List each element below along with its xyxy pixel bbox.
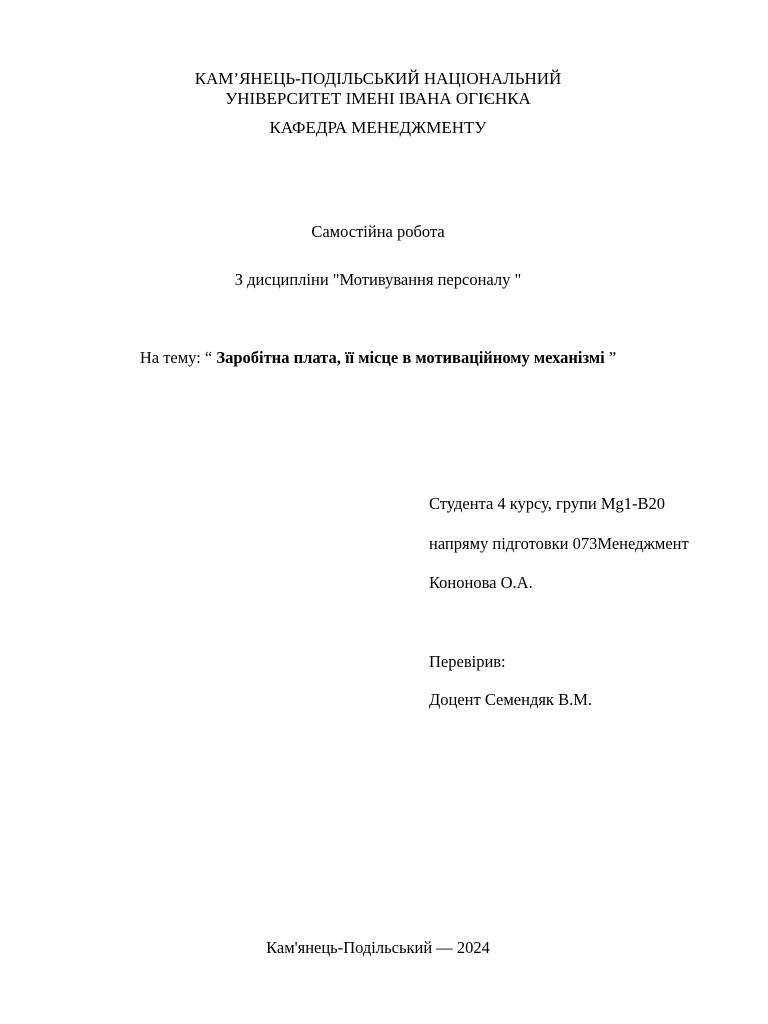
- city-year: Кам'янець-Подільський — 2024: [266, 938, 490, 957]
- student-direction: напряму підготовки 073Менеджмент: [429, 534, 689, 553]
- university-name-line2: УНІВЕРСИТЕТ ІМЕНІ ІВАНА ОГІЄНКА: [225, 89, 531, 108]
- topic-line: [0, 348, 768, 368]
- discipline-line: З дисципліни "Мотивування персоналу ": [234, 270, 522, 289]
- reviewer-label: Перевірив:: [429, 652, 506, 671]
- topic-suffix: ”: [604, 348, 617, 367]
- work-type: Самостійна робота: [311, 222, 445, 241]
- topic-title: Заробітна плата, її місце в мотиваційному механізмі: [216, 348, 605, 367]
- student-course-group: Студента 4 курсу, групи Mg1-B20: [429, 494, 666, 513]
- topic-prefix: На тему: “: [139, 348, 217, 367]
- department-name: КАФЕДРА МЕНЕДЖМЕНТУ: [269, 118, 487, 137]
- reviewer-name: Доцент Семендяк В.М.: [429, 690, 593, 709]
- university-name-line1: КАМ’ЯНЕЦЬ-ПОДІЛЬСЬКИЙ НАЦІОНАЛЬНИЙ: [194, 69, 562, 88]
- student-name: Кононова О.А.: [429, 573, 533, 592]
